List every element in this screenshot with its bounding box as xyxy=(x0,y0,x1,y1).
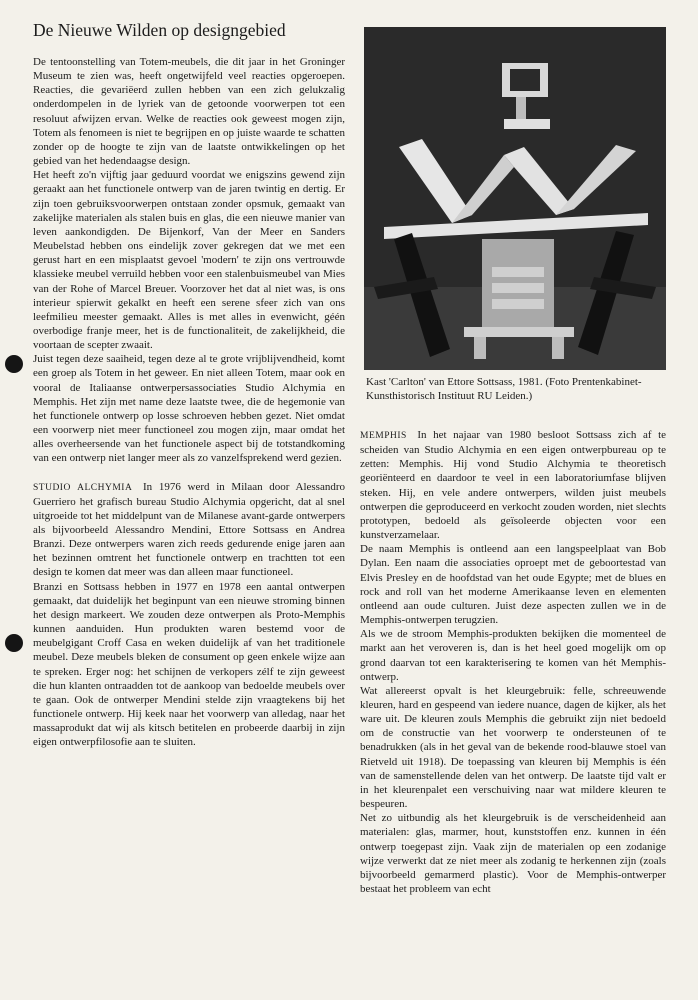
paragraph: Als we de stroom Memphis-produkten bekijken die momenteel de markt aan het veroveren is, dan is het heel goed mogelijk om op grond daarvan tot een karakterisering te komen van hét Memphis-ontwerp. xyxy=(360,628,666,683)
binder-hole-icon xyxy=(5,634,23,652)
section-paragraph xyxy=(360,428,666,542)
paragraph: Het heeft zo'n vijftig jaar geduurd voordat we enigszins gewend zijn geraakt aan het functionele ontwerp van de jaren twintig en dertig. Er zijn toen gebruiksvoorwerpen ontstaan zonder opsmuk, gemaakt van zakelijke materialen als stalen buis en glas, die een nieuwe manier van leven aankondigden. De Bijenkorf, Van der Meer en Sanders Meubelstad hebben ons eindelijk zover gekregen dat we met een gerust hart en een misplaatst gevoel 'modern' te zijn ons vertrouwde klassieke meubel verruild hebben voor een stalenbuismeubel van Mies van der Rohe of Marcel Breuer. Voorzover het dat al niet was, is ons interieur spierwit gekalkt en heeft een serene sfeer zich van ons leefmilieu meester gemaakt. Alles is met alles in evenwicht, géén overbodige franje meer, het is de functionaliteit, de zakelijkheid, die voortaan de scepter zwaait. xyxy=(33,169,345,352)
paragraph: De naam Memphis is ontleend aan een langspeelplaat van Bob Dylan. Een naam die associaties oproept met de geboortestad van Elvis Presley en de hoofdstad van het oude Egypte; met de blues en rock and roll van het moderne Amerikaanse leven en elementen ontleend aan oude culturen. Juist deze aspecten zullen we in de Memphis-ontwerpen terugzien. xyxy=(360,543,666,627)
article-title: De Nieuwe Wilden op designgebied xyxy=(33,20,286,40)
paragraph: Juist tegen deze saaiheid, tegen deze al te grote vrijblijvendheid, komt een groep als Totem in het geweer. En niet alleen Totem, maar ook en vooral de Italiaanse ontwerpersassociaties Studio Alchymia en Memphis. Het zijn met name deze laatste twee, die de hegemonie van het functionele ontwerp op losse schroeven hebben gezet. Niet omdat een voorwerp niet meer functioneel zou mogen zijn, maar omdat het alles overheersende van het functionele aspect bij de totstandkoming van een ontwerp niet langer meer als zo vanzelfsprekend werd gezien. xyxy=(33,353,345,465)
paragraph: Net zo uitbundig als het kleurgebruik is de verscheidenheid aan materialen: glas, marmer, hout, kunststoffen enz. kunnen in één ontwerp toegepast zijn. Vaak zijn de materialen op een zodanige wijze verwerkt dat ze niet meer als zodanig te herkennen zijn (zoals bijvoorbeeld gemarmerd plastic). Voor de Memphis-ontwerper bestaat het probleem van echt xyxy=(360,812,666,895)
section-label-memphis: MEMPHIS xyxy=(360,431,407,441)
paragraph: De tentoonstelling van Totem-meubels, die dit jaar in het Groninger Museum te zien was, heeft ongetwijfeld veel reacties opgeroepen. Reacties, die gevariëerd zullen hebben van een zich gelukzalig onderdompelen in de lyriek van de getoonde voorwerpen tot een resoluut afwijzen ervan. Welke de reacties ook geweest mogen zijn, Totem als fenomeen is niet te begrijpen en op juiste waarde te schatten zonder op de hoogte te zijn van de laatste ontwikkelingen op het gebied van het hedendaagse design. xyxy=(33,56,345,168)
section-label-studio-alchymia: STUDIO ALCHYMIA xyxy=(33,482,133,493)
cabinet-photo xyxy=(364,27,666,370)
paragraph: Branzi en Sottsass hebben in 1977 en 1978 een aantal ontwerpen gemaakt, dat duidelijk het beginpunt van een nieuwe stroming binnen het design markeert. We zouden deze ontwerpen als Proto-Memphis kunnen aanduiden. Hun produkten waren bestemd voor de meubelgigant Croff Casa en weken duidelijk af van het traditionele meubel. Deze meubels bleken de consument op geen enkele wijze aan te spreken. Erger nog: het schijnen de verkopers zélf te zijn geweest die hun klanten ontraadden tot de aankoop van bedoelde meubels over te gaan. Ook de ontwerper Mendini stelde zijn vraagtekens bij het functionele ontwerp. Hij keek naar het voorwerp van alledag, naar het massaprodukt dat wij als kitsch betitelen en probeerde daarbij in zijn eigen ontwerpfilosofie aan te sluiten. xyxy=(33,580,345,749)
paragraph: Wat allereerst opvalt is het kleurgebruik: felle, schreeuwende kleuren, hard en gespeend van iedere nuance, dagen de kijker, als het ware uit. De kleuren zouls Memphis die gebruikt zijn niet bedoeld om de constructie van het voorwerp te ondersteunen of te benadrukken (als in het geval van de bekende rood-blauwe stoel van Rietveld uit 1918). De toepassing van kleuren bij Memphis is één van de samenstellende delen van het ontwerp. De laatste tijd valt er in het kleurenpalet een verschuiving naar wat mildere kleuren te bespeuren. xyxy=(360,684,666,811)
photo-caption: Kast 'Carlton' van Ettore Sottsass, 1981. (Foto Prentenkabinet-Kunsthistorisch Instituut RU Leiden.) xyxy=(366,376,642,403)
paragraph-text: In het najaar van 1980 besloot Sottsass zich af te scheiden van Studio Alchymia en een eigen ontwerpbureau op te zetten: Memphis. Hij vond Studio Alchymia te theoretisch georiënteerd en daardoor te veel in een laboratoriumfase blijven steken. Hij, en vele andere ontwerpers, wilden juist meubels ontwerpen die geproduceerd en verkocht zouden worden, niet slechts prototypen, bedoeld als geïsoleerde objecten voor een kunstverzamelaar. xyxy=(360,429,667,542)
paragraph-text: In 1976 werd in Milaan door Alessandro Guerriero het grafisch bureau Studio Alchymia opgericht, dat al snel uitgroeide tot het middelpunt van de Milanese avant-garde ontwerpers als bijvoorbeeld Alessandro Mendini, Ettore Sottsass en Andrea Branzi. Deze ontwerpers waren zich reeds gedurende enige jaren aan het bezinnen omtrent het functionele ontwerp en trachtten tot een design te komen dat meer was dan alleen maar functioneel. xyxy=(33,480,346,579)
right-column xyxy=(360,428,666,896)
binder-hole-icon xyxy=(5,355,23,373)
section-paragraph xyxy=(33,480,345,580)
left-column xyxy=(33,55,345,750)
